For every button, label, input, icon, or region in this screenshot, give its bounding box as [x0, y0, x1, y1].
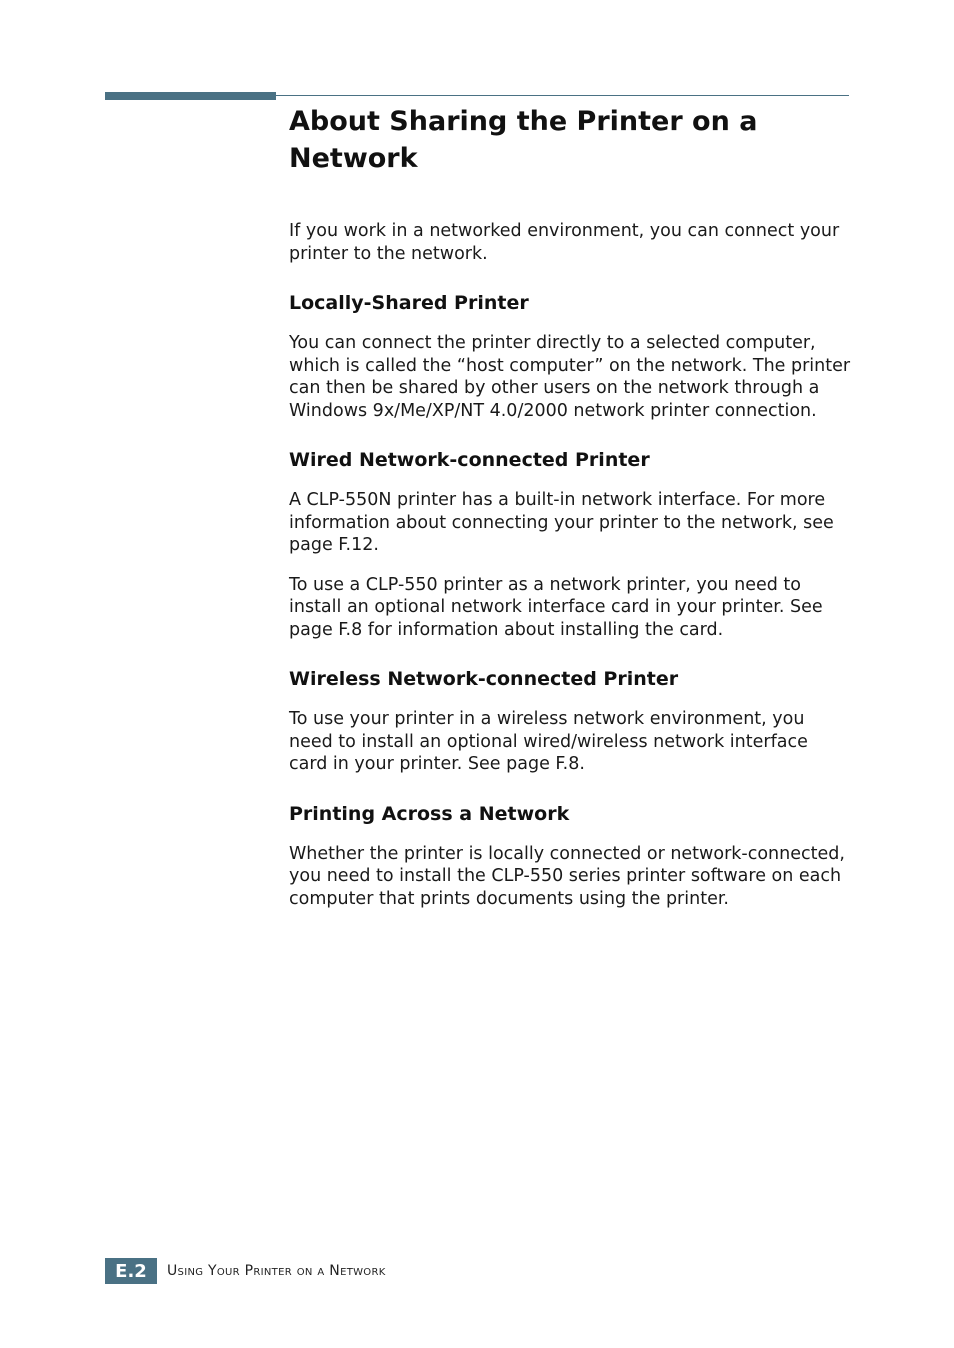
section-heading: Wired Network-connected Printer: [289, 449, 650, 471]
chapter-title: Using Your Printer on a Network: [167, 1263, 386, 1279]
page-number-badge: E.2: [105, 1258, 157, 1284]
section-wired-network: [289, 448, 851, 641]
section-paragraph: To use a CLP-550 printer as a network printer, you need to install an optional network interface card in your printer. See page F.8 for information about installing the card.: [289, 574, 823, 640]
section-paragraph: You can connect the printer directly to a selected computer, which is called the “host computer” on the network. The printer can then be shared by other users on the network through a Windows 9x/Me/XP/NT 4.0/2000 network printer connection.: [289, 333, 851, 421]
section-paragraph: To use your printer in a wireless network environment, you need to install an optional wired/wireless network interface card in your printer. See page F.8.: [289, 709, 808, 774]
page-content: [289, 103, 851, 910]
page-footer: [105, 1258, 386, 1284]
header-rule-accent: [105, 92, 276, 100]
section-printing-across-network: [289, 802, 851, 911]
section-locally-shared: [289, 291, 851, 422]
section-heading: Wireless Network-connected Printer: [289, 668, 679, 690]
section-heading: Printing Across a Network: [289, 802, 570, 825]
header-rule-line: [276, 95, 849, 96]
intro-paragraph: If you work in a networked environment, you can connect your printer to the network.: [289, 221, 840, 264]
page-title: About Sharing the Printer on a Network: [289, 106, 758, 174]
section-paragraph: A CLP-550N printer has a built-in network interface. For more information about connecting your printer to the network, see page F.12.: [289, 490, 834, 555]
section-wireless-network: [289, 667, 851, 776]
section-heading: Locally-Shared Printer: [289, 292, 529, 314]
section-paragraph: Whether the printer is locally connected or network-connected, you need to install the CLP-550 series printer software on each computer that prints documents using the printer.: [289, 843, 845, 909]
